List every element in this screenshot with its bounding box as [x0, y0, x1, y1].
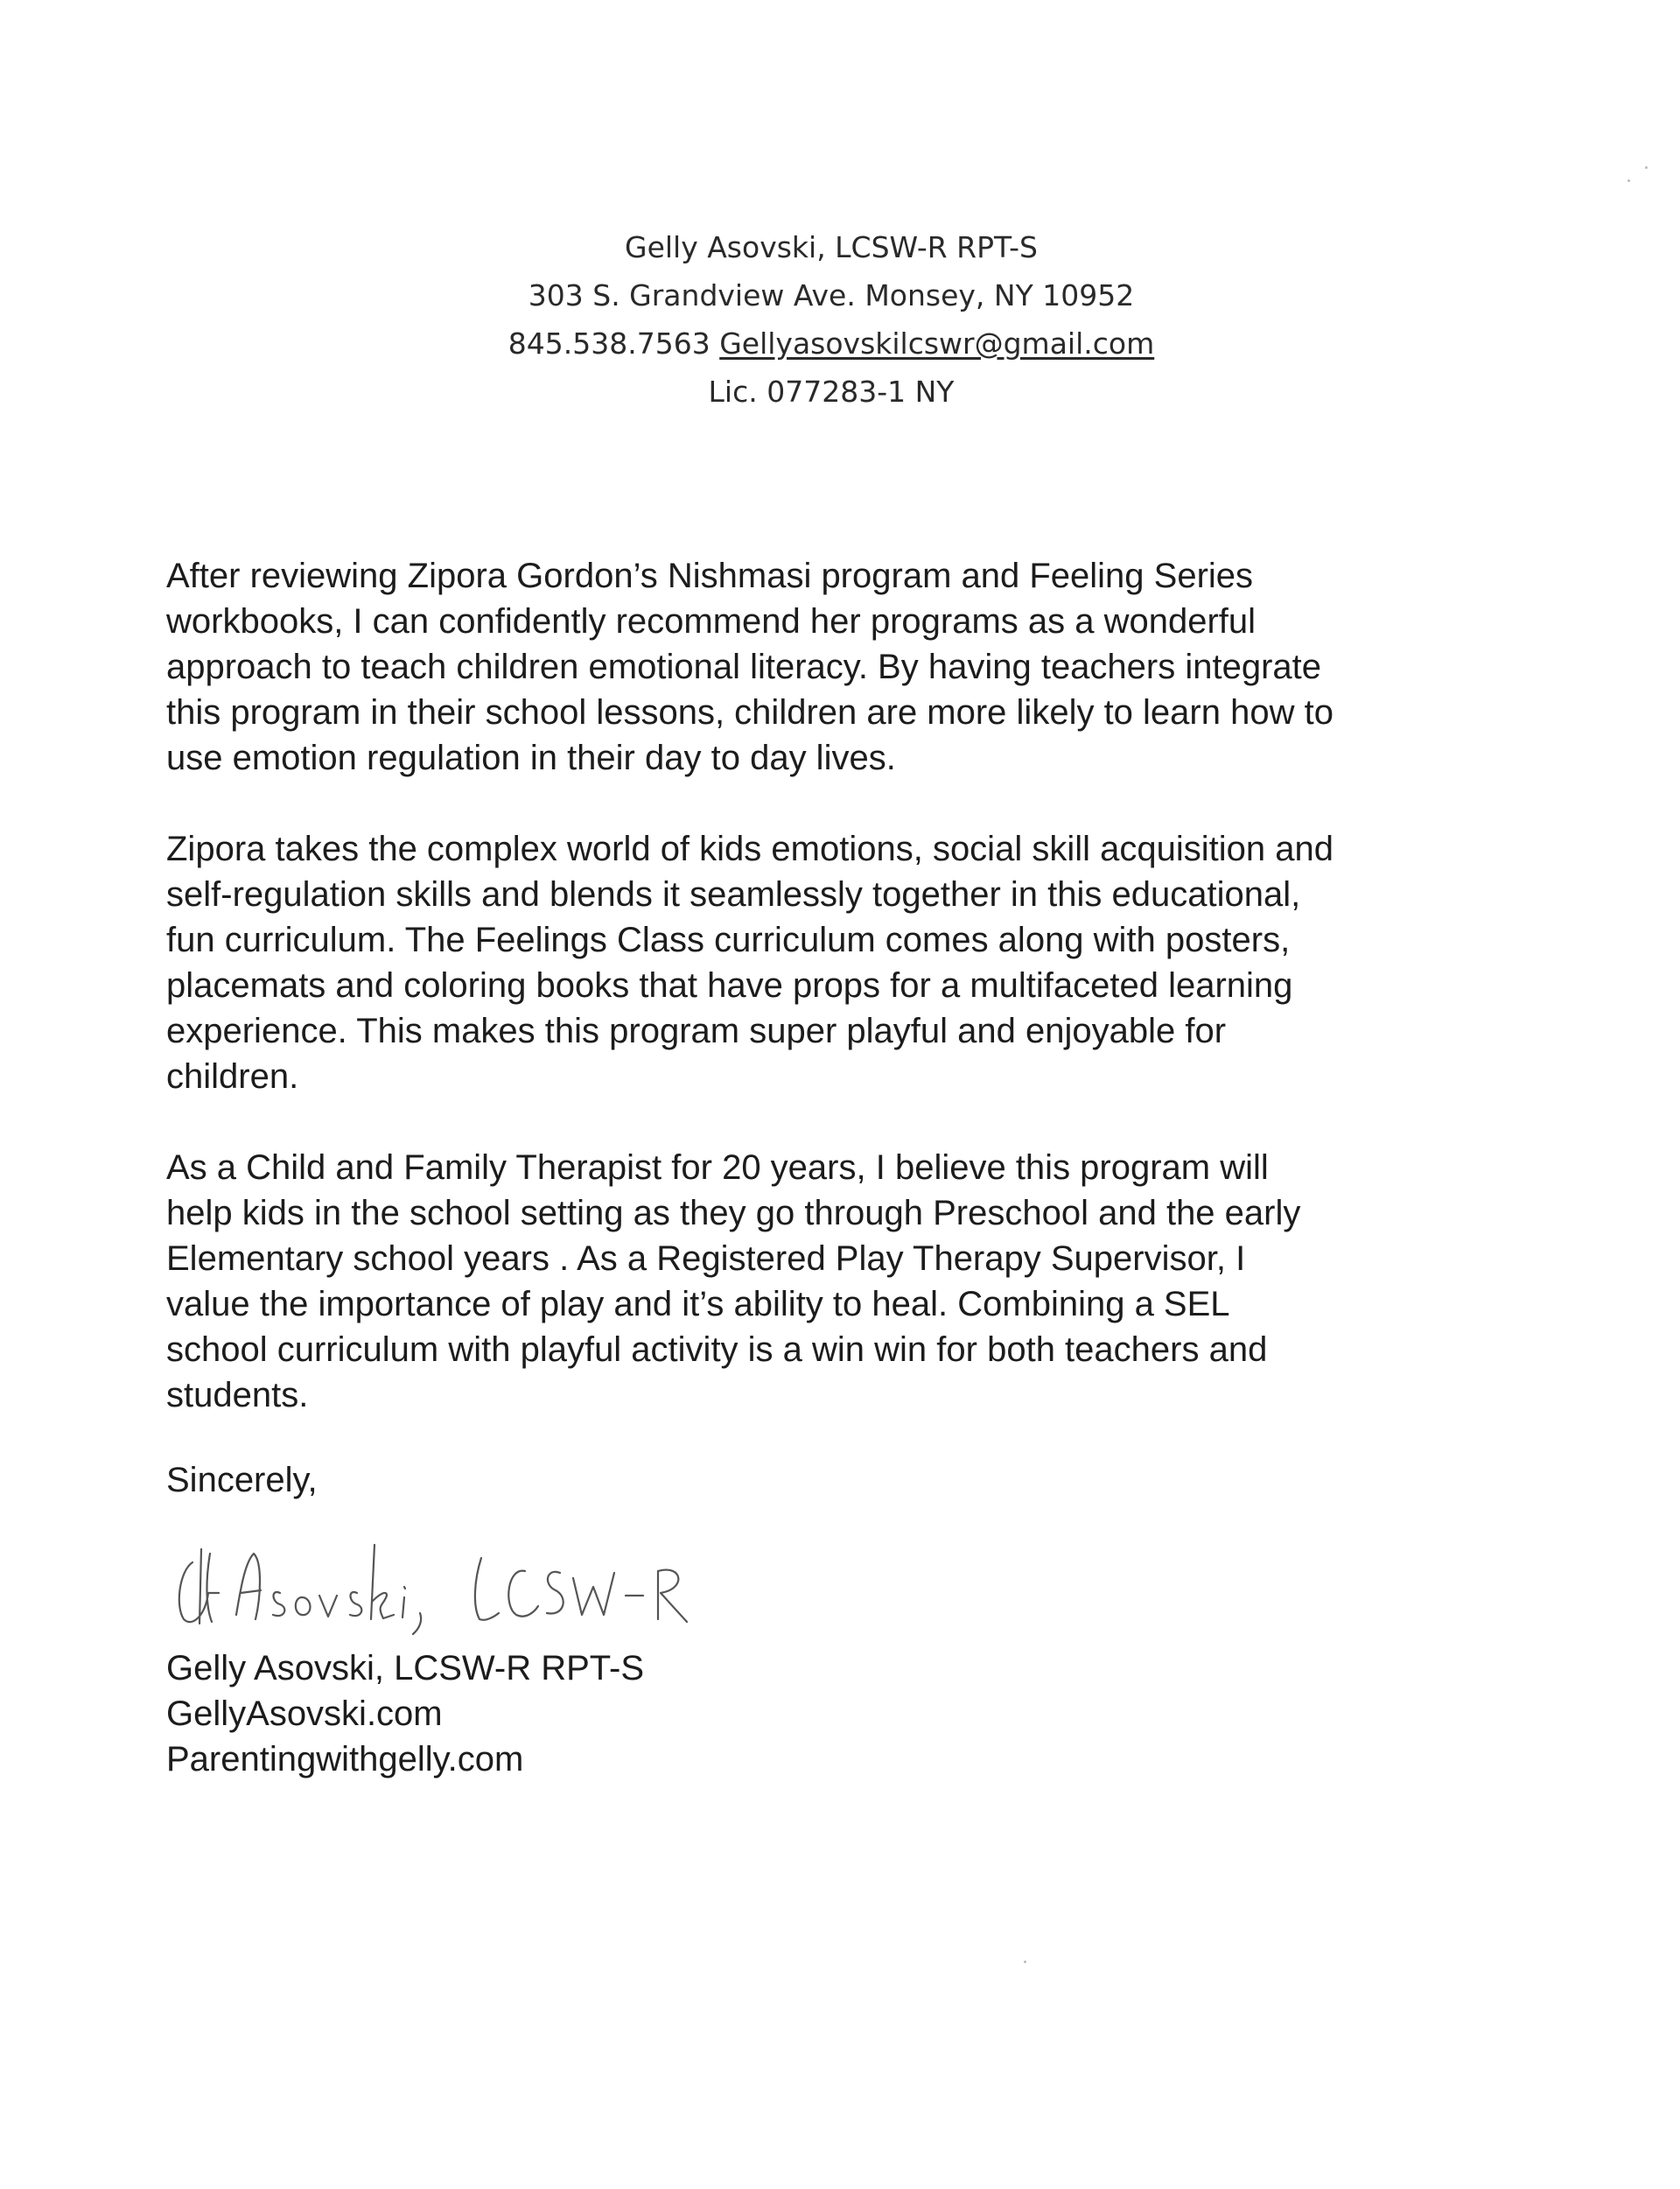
- paragraph-line: fun curriculum. The Feelings Class curriculum comes along with posters,: [166, 921, 1291, 959]
- letter-body: [166, 553, 1531, 1463]
- scan-speck: [1645, 166, 1648, 169]
- paragraph-line: value the importance of play and it’s ability to heal. Combining a SEL: [166, 1285, 1230, 1323]
- paragraph-line: As a Child and Family Therapist for 20 years, I believe this program will: [166, 1148, 1269, 1187]
- paragraph-line: placemats and coloring books that have props for a multifaceted learning: [166, 966, 1293, 1005]
- paragraph-line: workbooks, I can confidently recommend her programs as a wonderful: [166, 602, 1256, 641]
- paragraph-line: students.: [166, 1376, 309, 1414]
- paragraph-recommendation: [166, 553, 1531, 781]
- paragraph-line: use emotion regulation in their day to day lives.: [166, 739, 896, 777]
- handwritten-signature: [158, 1510, 858, 1641]
- paragraph-therapist: [166, 1145, 1531, 1418]
- signature-block: [166, 1645, 644, 1782]
- letterhead-license: Lic. 077283-1 NY: [708, 375, 955, 409]
- paragraph-line: school curriculum with playful activity is a win win for both teachers and: [166, 1330, 1268, 1369]
- paragraph-line: help kids in the school setting as they go through Preschool and the early: [166, 1194, 1301, 1232]
- letterhead-address: 303 S. Grandview Ave. Monsey, NY 10952: [528, 278, 1135, 312]
- letterhead-name: Gelly Asovski, LCSW-R RPT-S: [625, 230, 1038, 264]
- paragraph-line: After reviewing Zipora Gordon’s Nishmasi program and Feeling Series: [166, 557, 1254, 595]
- letterhead-email-link[interactable]: Gellyasovskilcswr@gmail.com: [719, 326, 1155, 361]
- letterhead: [0, 223, 1662, 416]
- paragraph-line: experience. This makes this program super playful and enjoyable for: [166, 1012, 1227, 1050]
- closing-salutation: Sincerely,: [166, 1461, 318, 1499]
- letterhead-phone: 845.538.7563: [508, 326, 710, 361]
- signer-website-1[interactable]: GellyAsovski.com: [166, 1694, 443, 1733]
- paragraph-line: self-regulation skills and blends it seamlessly together in this educational,: [166, 875, 1301, 914]
- paragraph-line: children.: [166, 1057, 299, 1096]
- paragraph-line: Zipora takes the complex world of kids emotions, social skill acquisition and: [166, 830, 1334, 868]
- signer-website-2[interactable]: Parentingwithgelly.com: [166, 1740, 524, 1779]
- signer-name: Gelly Asovski, LCSW-R RPT-S: [166, 1649, 645, 1687]
- letterhead-contact: [0, 319, 1662, 368]
- scan-speck: [1024, 1961, 1026, 1963]
- paragraph-line: Elementary school years . As a Registered Play Therapy Supervisor, I: [166, 1239, 1246, 1278]
- paragraph-curriculum: [166, 826, 1531, 1099]
- paragraph-line: this program in their school lessons, children are more likely to learn how to: [166, 693, 1334, 732]
- scan-speck: [1628, 179, 1630, 182]
- paragraph-line: approach to teach children emotional literacy. By having teachers integrate: [166, 648, 1322, 686]
